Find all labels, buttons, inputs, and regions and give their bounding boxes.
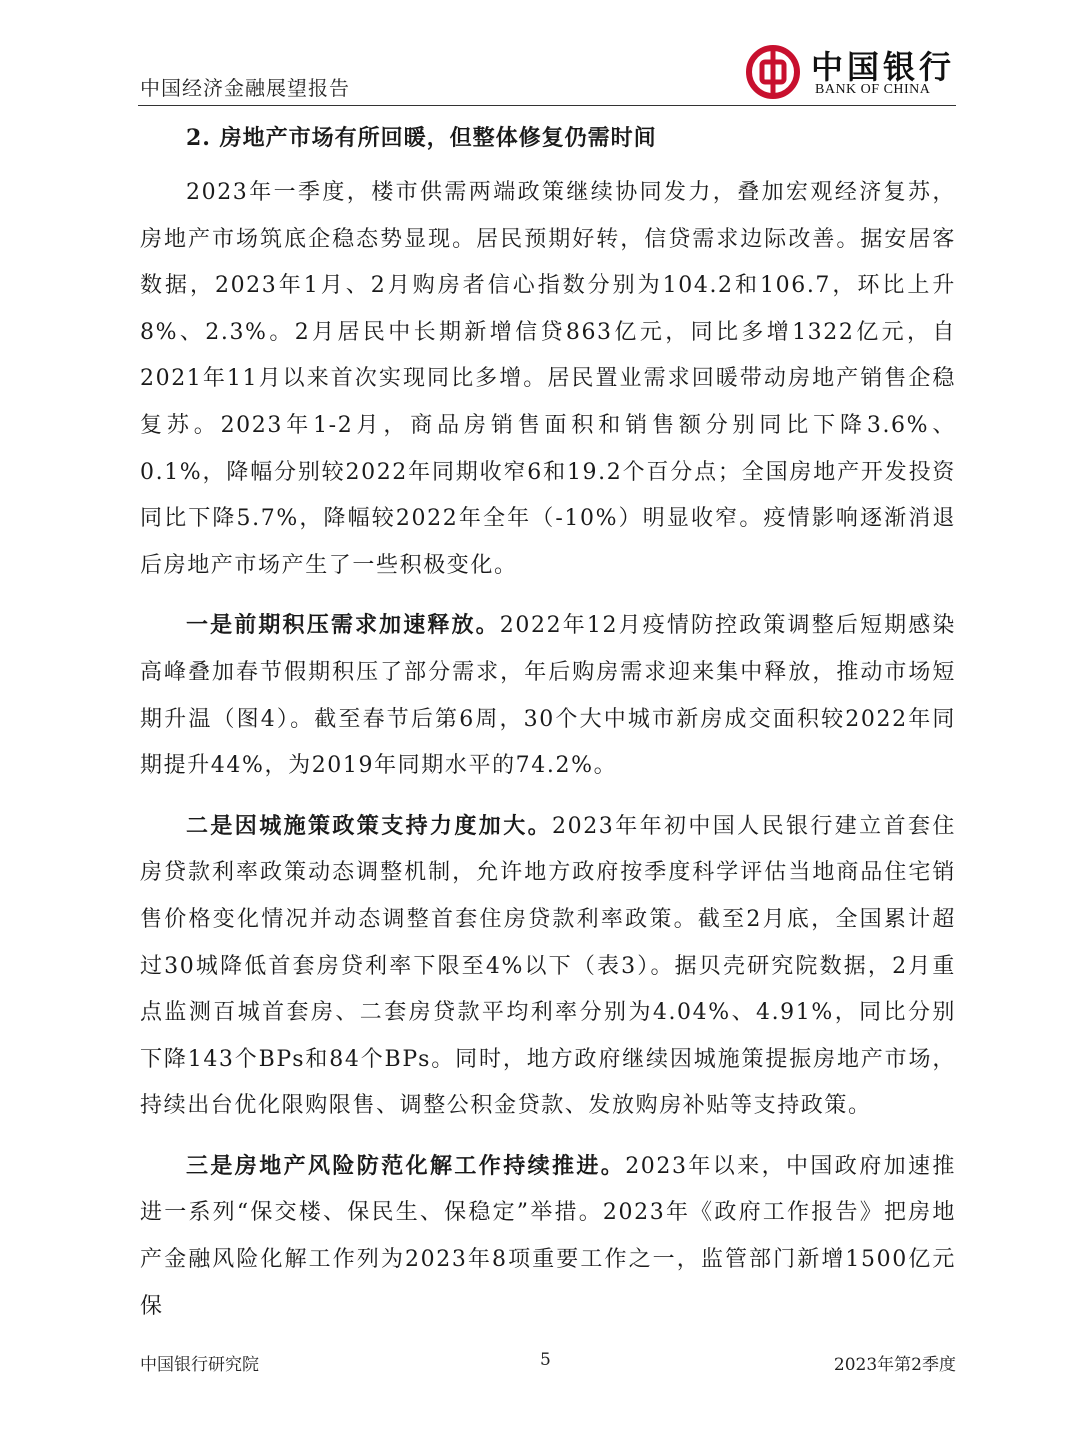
paragraph-text: 2022年12月疫情防控政策调整后短期感染高峰叠加春节假期积压了部分需求，年后购房需求迎来集中释放，推动市场短期升温（图4）。截至春节后第6周，30个大中城市新房成交面积较2022年同期提升44%，为2019年同期水平的74.2%。 xyxy=(140,613,956,779)
bank-of-china-emblem-icon xyxy=(745,44,801,100)
page-number: 5 xyxy=(540,1350,551,1370)
paragraph-lead: 三是房地产风险防范化解工作持续推进。 xyxy=(186,1152,626,1179)
section-heading: 2. 房地产市场有所回暖，但整体修复仍需时间 xyxy=(186,125,657,151)
page-body xyxy=(140,118,956,1343)
paragraph-overview xyxy=(140,170,956,589)
logo-chinese-text: 中国银行 xyxy=(811,48,956,86)
footer-institution: 中国银行研究院 xyxy=(140,1355,259,1375)
footer-period: 2023年第2季度 xyxy=(833,1355,956,1375)
bank-of-china-logo xyxy=(745,42,955,102)
paragraph-text: 2023年年初中国人民银行建立首套住房贷款利率政策动态调整机制，允许地方政府按季度科学评估当地商品住宅销售价格变化情况并动态调整首套住房贷款利率政策。截至2月底，全国累计超过30城降低首套房贷利率下限至4%以下（表3）。据贝壳研究院数据，2月重点监测百城首套房、二套房贷款平均利率分别为4.04%、4.91%，同比分别下降143个BPs和84个BPs。同时，地方政府继续因城施策提振房地产市场，持续出台优化限购限售、调整公积金贷款、发放购房补贴等支持政策。 xyxy=(140,813,956,1119)
paragraph-lead: 二是因城施策政策支持力度加大。 xyxy=(186,812,552,839)
paragraph-point-two xyxy=(140,803,956,1130)
header-divider xyxy=(138,105,956,106)
paragraph-text: 2023年一季度，楼市供需两端政策继续协同发力，叠加宏观经济复苏，房地产市场筑底企稳态势显现。居民预期好转，信贷需求边际改善。据安居客数据，2023年1月、2月购房者信心指数分别为104.2和106.7，环比上升8%、2.3%。2月居民中长期新增信贷863亿元，同比多增1322亿元，自2021年11月以来首次实现同比多增。居民置业需求回暖带动房地产销售企稳复苏。2023年1-2月，商品房销售面积和销售额分别同比下降3.6%、0.1%，降幅分别较2022年同期收窄6和19.2个百分点；全国房地产开发投资同比下降5.7%，降幅较2022年全年（-10%）明显收窄。疫情影响逐渐消退后房地产市场产生了一些积极变化。 xyxy=(140,180,956,578)
paragraph-point-one xyxy=(140,602,956,789)
paragraph-lead: 一是前期积压需求加速释放。 xyxy=(186,612,500,639)
paragraph-point-three xyxy=(140,1143,956,1330)
paragraph-text: 2023年以来，中国政府加速推进一系列“保交楼、保民生、保稳定”举措。2023年《政府工作报告》把房地产金融风险化解工作列为2023年8项重要工作之一，监管部门新增1500亿元保 xyxy=(140,1153,956,1319)
logo-english-text: BANK OF CHINA xyxy=(815,82,931,97)
report-title: 中国经济金融展望报告 xyxy=(140,76,350,100)
